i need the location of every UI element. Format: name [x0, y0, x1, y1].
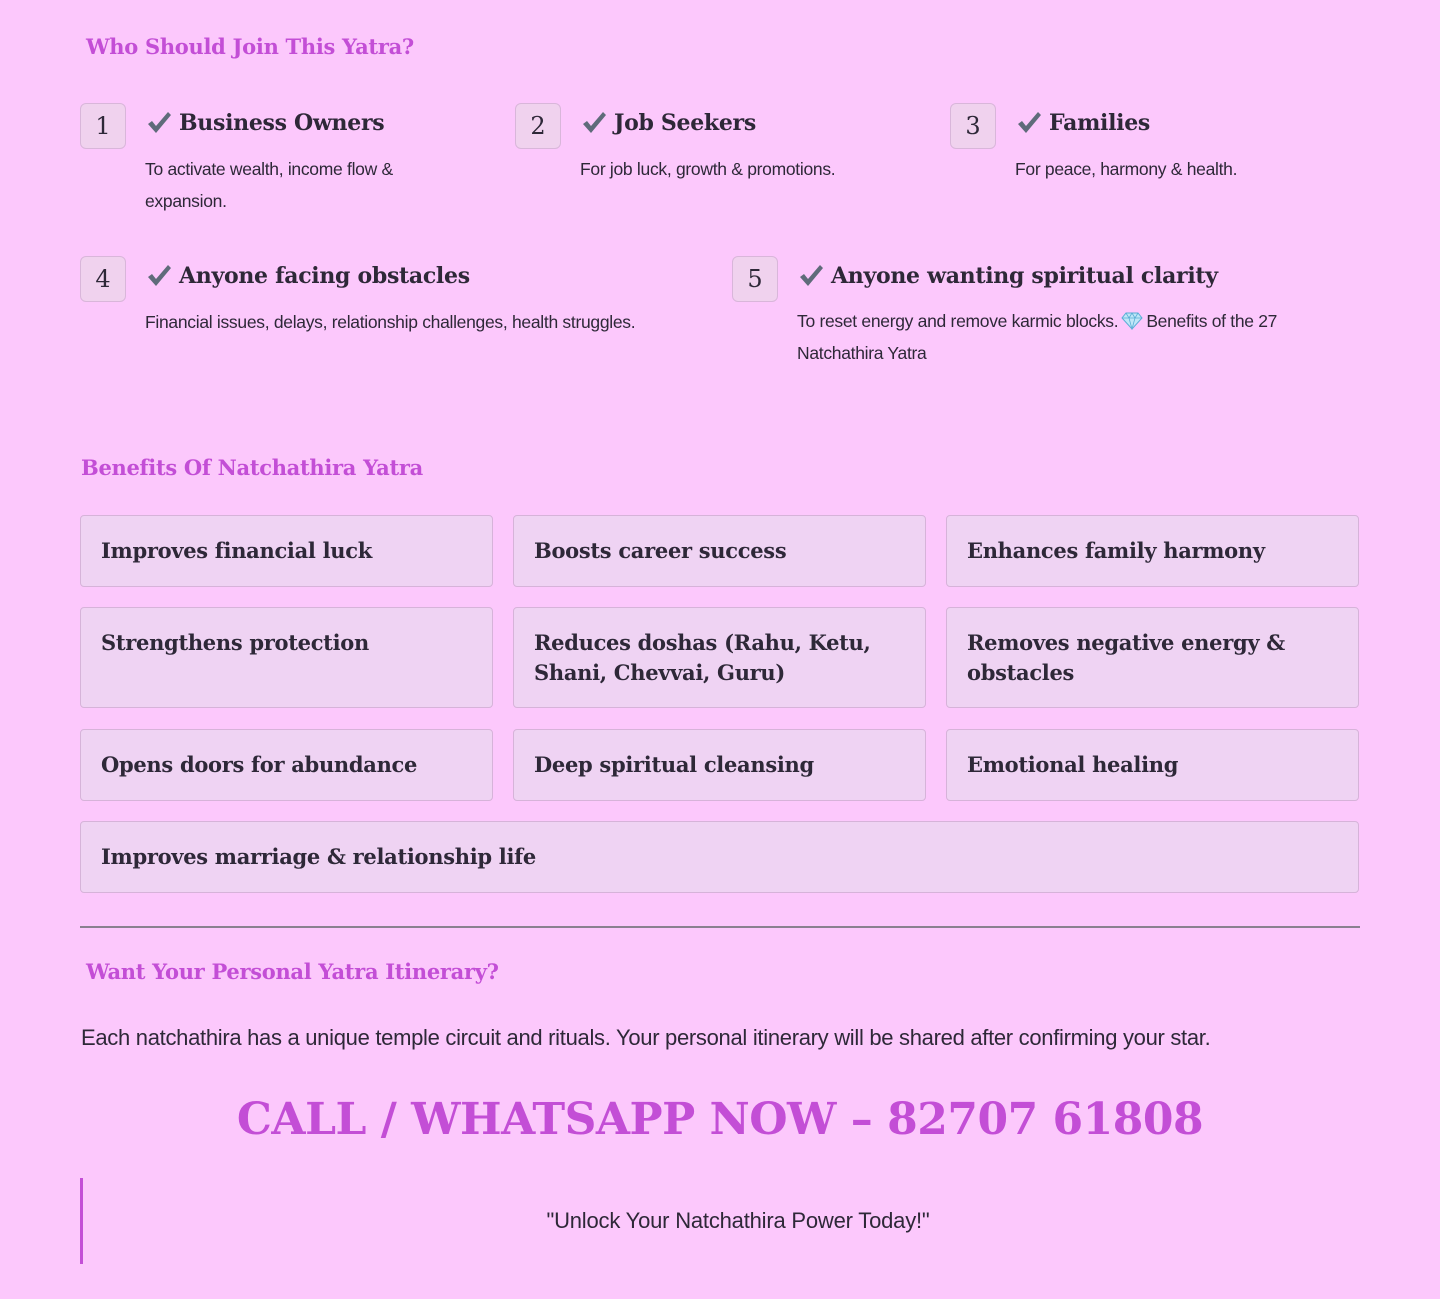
- who-item-title: Anyone facing obstacles: [179, 263, 470, 289]
- benefit-card: Reduces doshas (Rahu, Ketu, Shani, Chevvai, Guru): [513, 607, 926, 708]
- who-item-title-row: [580, 109, 756, 137]
- number-badge: 5: [732, 256, 778, 302]
- who-item-title: Anyone wanting spiritual clarity: [831, 263, 1218, 289]
- heavy-check-mark-icon: [145, 109, 173, 137]
- who-item-description-text: To reset energy and remove karmic blocks.: [797, 311, 1119, 331]
- heavy-check-mark-icon: [797, 262, 825, 290]
- benefit-card: Deep spiritual cleansing: [513, 729, 926, 801]
- section-divider: [80, 926, 1360, 928]
- benefit-card: Strengthens protection: [80, 607, 493, 708]
- benefit-card: Improves marriage & relationship life: [80, 821, 1359, 893]
- who-item-description-suffix: Benefits of the 27 Natchathira Yatra: [797, 311, 1278, 363]
- number-badge: 2: [515, 103, 561, 149]
- who-item-description: For peace, harmony & health.: [1015, 159, 1238, 179]
- heavy-check-mark-icon: [580, 109, 608, 137]
- who-item-description: For job luck, growth & promotions.: [580, 159, 836, 179]
- heavy-check-mark-icon: [1015, 109, 1043, 137]
- heavy-check-mark-icon: [145, 262, 173, 290]
- itinerary-heading: Want Your Personal Yatra Itinerary?: [86, 959, 499, 984]
- quote-text: "Unlock Your Natchathira Power Today!": [546, 1208, 930, 1233]
- gem-stone-icon: [1121, 312, 1143, 330]
- call-whatsapp-cta[interactable]: CALL / WHATSAPP NOW – 82707 61808: [236, 1094, 1204, 1145]
- who-should-join-heading: Who Should Join This Yatra?: [86, 34, 414, 59]
- who-item-title: Families: [1049, 110, 1151, 136]
- who-item-description: To activate wealth, income flow & expansion.: [145, 159, 393, 211]
- benefit-card: Boosts career success: [513, 515, 926, 587]
- quote-block: [80, 1178, 1360, 1264]
- benefit-card: Removes negative energy & obstacles: [946, 607, 1359, 708]
- number-badge: 4: [80, 256, 126, 302]
- itinerary-description: Each natchathira has a unique temple circuit and rituals. Your personal itinerary will be shared after confirming your star.: [81, 1025, 1211, 1050]
- benefit-card: Enhances family harmony: [946, 515, 1359, 587]
- who-item-title: Business Owners: [179, 110, 385, 136]
- who-item-description: Financial issues, delays, relationship challenges, health struggles.: [145, 312, 636, 332]
- number-badge: 1: [80, 103, 126, 149]
- benefit-card: Improves financial luck: [80, 515, 493, 587]
- number-badge: 3: [950, 103, 996, 149]
- who-item-title-row: [797, 262, 1218, 290]
- benefit-card: Emotional healing: [946, 729, 1359, 801]
- benefits-heading: Benefits Of Natchathira Yatra: [81, 455, 423, 480]
- benefit-card: Opens doors for abundance: [80, 729, 493, 801]
- who-item-title-row: [1015, 109, 1150, 137]
- who-item-title-row: [145, 262, 470, 290]
- who-item-title-row: [145, 109, 384, 137]
- who-item-title: Job Seekers: [614, 110, 756, 136]
- who-item-description: [797, 305, 1327, 369]
